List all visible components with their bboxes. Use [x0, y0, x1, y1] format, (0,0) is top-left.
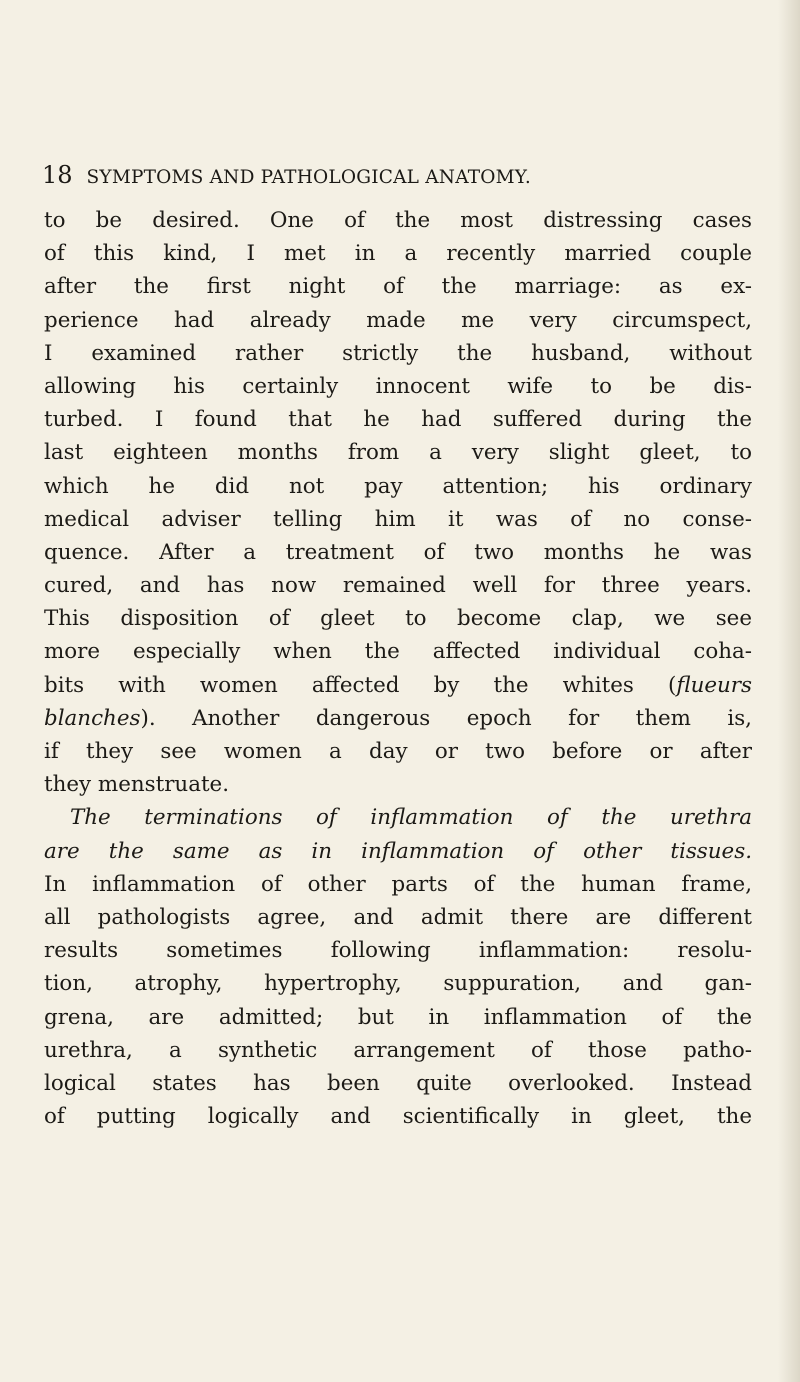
- text-segment: which he did not pay attention; his ordinary: [44, 473, 752, 499]
- text-line: [44, 901, 752, 934]
- text-segment: to be desired. One of the most distressing cases: [44, 208, 752, 233]
- text-line: [44, 735, 752, 768]
- text-segment: logical states has been quite overlooked. Instead: [44, 1070, 752, 1096]
- text-segment: all pathologists agree, and admit there are different: [44, 904, 752, 930]
- text-segment: quence. After a treatment of two months he was: [44, 539, 752, 565]
- text-line: [44, 768, 752, 801]
- text-segment: cured, and has now remained well for three years.: [44, 573, 752, 599]
- text-line: [44, 536, 752, 569]
- body-text: [44, 204, 752, 1133]
- text-segment: of this kind, I met in a recently married couple: [44, 241, 752, 267]
- text-segment: last eighteen months from a very slight gleet, to: [44, 440, 752, 466]
- text-segment: tion, atrophy, hypertrophy, suppuration, and gan-: [44, 971, 752, 997]
- italic-text: are the same as in inflammation of other tissues.: [44, 838, 752, 864]
- text-segment: turbed. I found that he had suffered during the: [44, 407, 752, 433]
- page-edge-shadow: [778, 0, 800, 1382]
- text-segment: results sometimes following inflammation: resolu-: [44, 938, 752, 964]
- text-line: [44, 237, 752, 270]
- text-line: [44, 470, 752, 503]
- text-line: [44, 270, 752, 303]
- text-line: [44, 204, 752, 237]
- running-head: [42, 158, 762, 192]
- text-segment: allowing his certainly innocent wife to be dis-: [44, 373, 752, 399]
- text-line: [44, 1034, 752, 1067]
- text-segment: after the first night of the marriage: as ex-: [44, 274, 752, 300]
- italic-text: blanches: [44, 705, 141, 731]
- text-line: [44, 569, 752, 602]
- text-segment: of putting logically and scientifically in gleet, the: [44, 1104, 752, 1130]
- text-line: [44, 669, 752, 702]
- page-number: 18: [42, 161, 73, 189]
- italic-text: The terminations of inflammation of the urethra: [70, 805, 752, 831]
- text-segment: In inflammation of other parts of the human frame,: [44, 871, 752, 897]
- text-line: [44, 801, 752, 834]
- text-segment: if they see women a day or two before or after: [44, 739, 752, 764]
- text-line: [44, 1067, 752, 1100]
- text-segment: grena, are admitted; but in inflammation of the: [44, 1004, 752, 1030]
- text-line: [44, 635, 752, 668]
- text-line: [44, 337, 752, 370]
- text-line: [44, 1001, 752, 1034]
- running-title: SYMPTOMS AND PATHOLOGICAL ANATOMY.: [86, 167, 531, 188]
- text-segment: they menstruate.: [44, 772, 230, 798]
- text-line: [44, 835, 752, 868]
- text-line: [44, 503, 752, 536]
- text-line: [44, 436, 752, 469]
- text-line: [44, 1100, 752, 1133]
- text-line: [44, 370, 752, 403]
- text-segment: This disposition of gleet to become clap, we see: [44, 606, 752, 632]
- text-segment: I examined rather strictly the husband, without: [44, 340, 752, 366]
- text-line: [44, 967, 752, 1000]
- text-line: [44, 304, 752, 337]
- text-line: [44, 403, 752, 436]
- text-segment: more especially when the affected individual coha-: [44, 639, 752, 665]
- text-line: [44, 934, 752, 967]
- text-line: [44, 702, 752, 735]
- text-line: [44, 602, 752, 635]
- text-segment: ). Another dangerous epoch for them is,: [140, 705, 752, 731]
- text-segment: perience had already made me very circumspect,: [44, 307, 752, 333]
- text-line: [44, 868, 752, 901]
- text-segment: medical adviser telling him it was of no conse-: [44, 506, 752, 532]
- text-segment: urethra, a synthetic arrangement of those patho-: [44, 1037, 752, 1063]
- italic-text: flueurs: [676, 672, 752, 698]
- text-segment: bits with women affected by the whites (: [44, 672, 677, 698]
